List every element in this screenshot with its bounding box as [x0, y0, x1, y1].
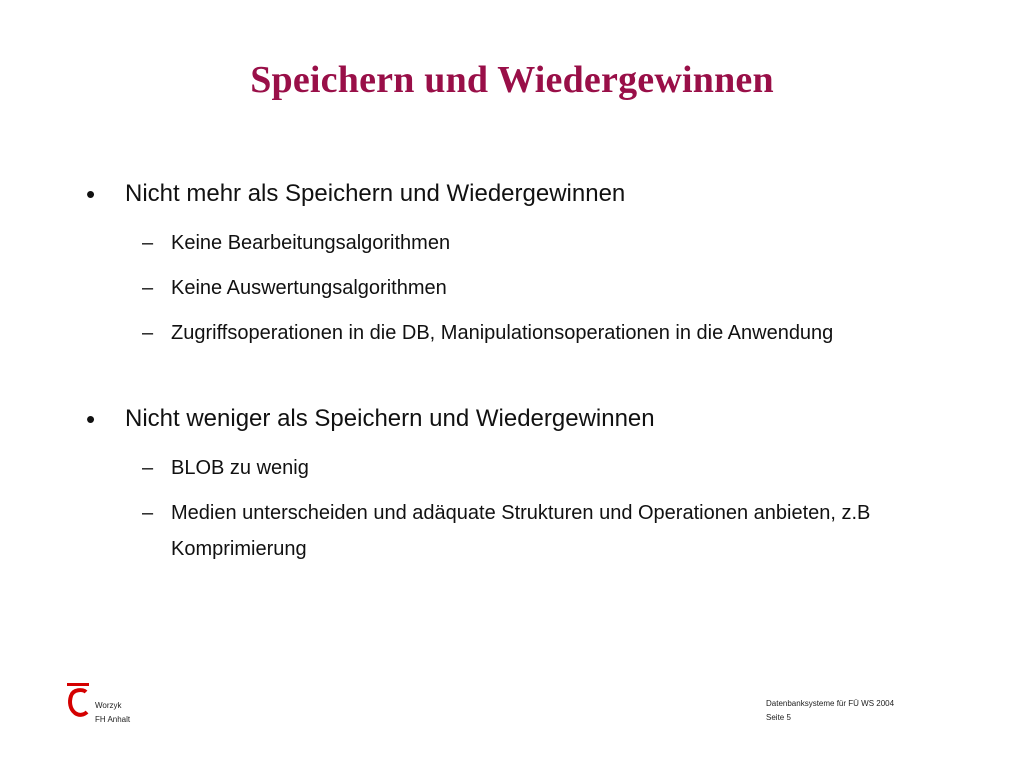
bullet-marker: • [86, 179, 96, 209]
footer-page: Seite 5 [766, 713, 791, 722]
footer-institution: FH Anhalt [95, 715, 131, 724]
slide-title: Speichern und Wiedergewinnen [250, 59, 774, 101]
dash-marker: – [142, 502, 154, 524]
footer-author: Worzyk [95, 701, 122, 710]
sub-item: Medien unterscheiden und adäquate Strukturen und Operationen anbieten, z.B Komprimierung [171, 502, 871, 560]
dash-marker: – [142, 277, 154, 299]
bullet-item: Nicht weniger als Speichern und Wiedergewinnen [125, 405, 655, 432]
sub-item: Keine Bearbeitungsalgorithmen [171, 232, 451, 254]
dash-marker: – [142, 232, 154, 254]
footer-right [766, 697, 894, 725]
sub-item: Keine Auswertungsalgorithmen [171, 277, 447, 299]
footer-course: Datenbanksysteme für FÜ WS 2004 [766, 699, 895, 708]
sub-item: BLOB zu wenig [171, 457, 309, 479]
bullet-marker: • [86, 404, 96, 434]
bullet-item: Nicht mehr als Speichern und Wiedergewinnen [125, 180, 626, 207]
footer-left [95, 699, 130, 727]
dash-marker: – [142, 457, 154, 479]
sub-item: Zugriffsoperationen in die DB, Manipulationsoperationen in die Anwendung [171, 322, 834, 344]
fh-anhalt-logo-icon [67, 683, 89, 719]
dash-marker: – [142, 322, 154, 344]
